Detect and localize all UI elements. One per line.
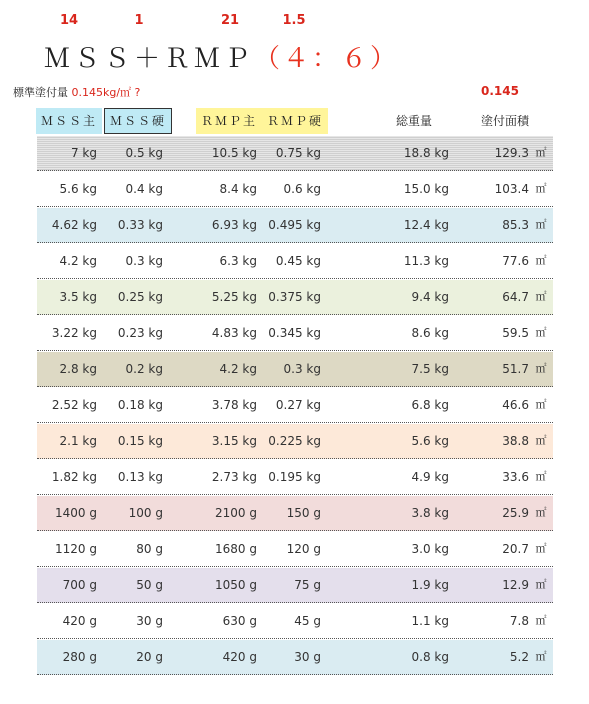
row-area-unit: ㎡ [535,362,547,375]
table-row [37,604,553,639]
row-rmp-hard: 30 g [294,650,321,664]
row-rmp-main: 2100 g [215,506,257,520]
row-coverage-area: 38.8 [502,434,529,448]
row-total-weight: 5.6 kg [411,434,449,448]
row-rmp-main: 3.78 kg [211,398,257,412]
row-mss-hard: 100 g [128,506,163,520]
row-coverage-area: 5.2 [509,650,529,664]
table-row [37,280,553,315]
header-rmp-main: ＲＭＰ主 [196,108,262,134]
row-coverage-area: 7.8 [509,614,529,628]
row-total-weight: 15.0 kg [403,182,449,196]
row-area-unit: ㎡ [535,254,547,267]
row-rmp-hard: 0.375 kg [268,290,321,304]
row-rmp-hard: 0.195 kg [268,470,321,484]
header-coverage-area: 塗付面積 [480,114,529,128]
row-rmp-hard: 120 g [286,542,321,556]
row-mss-hard: 0.25 kg [117,290,163,304]
header-rmp-hard: ＲＭＰ硬 [262,108,328,134]
table-row [37,244,553,279]
row-mss-hard: 30 g [136,614,163,628]
row-mss-main: 2.1 kg [59,434,97,448]
row-area-unit: ㎡ [535,218,547,231]
row-total-weight: 8.6 kg [411,326,449,340]
row-area-unit: ㎡ [535,290,547,303]
row-mss-main: 1.82 kg [51,470,97,484]
row-total-weight: 7.5 kg [411,362,449,376]
row-area-unit: ㎡ [535,542,547,555]
row-rmp-hard: 0.3 kg [283,362,321,376]
row-coverage-area: 20.7 [502,542,529,556]
row-mss-hard: 50 g [136,578,163,592]
row-coverage-area: 12.9 [502,578,529,592]
row-total-weight: 0.8 kg [411,650,449,664]
header-total-weight: 総重量 [395,114,432,128]
row-mss-main: 420 g [62,614,97,628]
row-total-weight: 4.9 kg [411,470,449,484]
row-mss-main: 3.5 kg [59,290,97,304]
row-rmp-main: 8.4 kg [219,182,257,196]
row-total-weight: 12.4 kg [403,218,449,232]
row-mss-main: 5.6 kg [59,182,97,196]
row-mss-main: 2.52 kg [51,398,97,412]
row-area-unit: ㎡ [535,434,547,447]
row-rmp-main: 4.2 kg [219,362,257,376]
standard-amount-label: 標準塗付量 [13,86,68,99]
coverage-rate-value: 0.145 [481,84,519,98]
row-rmp-main: 6.3 kg [219,254,257,268]
table-row [37,172,553,207]
row-rmp-hard: 0.27 kg [275,398,321,412]
table-row [37,496,553,531]
row-rmp-main: 2.73 kg [211,470,257,484]
row-rmp-hard: 0.6 kg [283,182,321,196]
row-mss-main: 3.22 kg [51,326,97,340]
title-ratio: （４：６） [254,44,400,74]
row-rmp-hard: 0.225 kg [268,434,321,448]
row-rmp-main: 420 g [222,650,257,664]
mss-hard-base-number: 1 [134,13,144,28]
standard-amount-value: 0.145kg/㎡ ? [71,86,141,99]
row-rmp-hard: 0.75 kg [275,146,321,160]
row-rmp-main: 1680 g [215,542,257,556]
row-mss-hard: 0.2 kg [125,362,163,376]
row-total-weight: 3.8 kg [411,506,449,520]
row-coverage-area: 103.4 [494,182,529,196]
row-mss-hard: 0.3 kg [125,254,163,268]
row-area-unit: ㎡ [535,506,547,519]
standard-amount [13,84,140,100]
rmp-hard-base-number: 1.5 [282,13,306,28]
row-rmp-main: 6.93 kg [211,218,257,232]
row-area-unit: ㎡ [535,398,547,411]
row-area-unit: ㎡ [535,578,547,591]
row-coverage-area: 33.6 [502,470,529,484]
row-rmp-main: 630 g [222,614,257,628]
row-total-weight: 9.4 kg [411,290,449,304]
row-area-unit: ㎡ [535,326,547,339]
row-area-unit: ㎡ [535,614,547,627]
row-coverage-area: 46.6 [502,398,529,412]
row-area-unit: ㎡ [535,470,547,483]
row-coverage-area: 25.9 [502,506,529,520]
row-total-weight: 3.0 kg [411,542,449,556]
row-coverage-area: 59.5 [502,326,529,340]
row-rmp-hard: 150 g [286,506,321,520]
row-rmp-main: 5.25 kg [211,290,257,304]
row-mss-main: 1120 g [55,542,97,556]
row-rmp-main: 4.83 kg [211,326,257,340]
row-mss-main: 4.62 kg [51,218,97,232]
table-row [37,460,553,495]
row-mss-main: 4.2 kg [59,254,97,268]
table-row [37,532,553,567]
row-total-weight: 11.3 kg [403,254,449,268]
page-title [44,38,399,75]
title-main: ＭＳＳ＋ＲＭＰ [44,44,255,74]
row-rmp-hard: 0.495 kg [268,218,321,232]
row-mss-hard: 0.5 kg [125,146,163,160]
row-mss-main: 1400 g [55,506,97,520]
mss-main-base-number: 14 [59,13,79,28]
row-rmp-hard: 75 g [294,578,321,592]
rmp-main-base-number: 21 [220,13,240,28]
table-row [37,568,553,603]
row-area-unit: ㎡ [535,146,547,159]
row-total-weight: 1.9 kg [411,578,449,592]
table-row [37,352,553,387]
row-area-unit: ㎡ [535,182,547,195]
row-mss-hard: 0.4 kg [125,182,163,196]
table-row [37,208,553,243]
table-row [37,388,553,423]
header-mss-main: ＭＳＳ主 [36,108,102,134]
row-rmp-main: 10.5 kg [211,146,257,160]
row-mss-hard: 20 g [136,650,163,664]
row-rmp-hard: 0.345 kg [268,326,321,340]
row-mss-main: 2.8 kg [59,362,97,376]
row-coverage-area: 51.7 [502,362,529,376]
row-total-weight: 1.1 kg [411,614,449,628]
row-mss-main: 7 kg [70,146,97,160]
row-mss-main: 280 g [62,650,97,664]
row-total-weight: 6.8 kg [411,398,449,412]
row-coverage-area: 85.3 [502,218,529,232]
row-mss-hard: 0.13 kg [117,470,163,484]
row-mss-hard: 0.15 kg [117,434,163,448]
row-mss-hard: 0.33 kg [117,218,163,232]
table-row [37,640,553,675]
row-coverage-area: 129.3 [494,146,529,160]
row-total-weight: 18.8 kg [403,146,449,160]
table-row [37,424,553,459]
row-rmp-hard: 45 g [294,614,321,628]
row-rmp-main: 3.15 kg [211,434,257,448]
table-row [37,316,553,351]
header-mss-hard[interactable]: ＭＳＳ硬 [104,108,172,134]
row-mss-hard: 80 g [136,542,163,556]
row-mss-hard: 0.23 kg [117,326,163,340]
row-rmp-hard: 0.45 kg [275,254,321,268]
row-coverage-area: 64.7 [502,290,529,304]
table-row [37,136,553,171]
row-coverage-area: 77.6 [502,254,529,268]
row-mss-hard: 0.18 kg [117,398,163,412]
row-area-unit: ㎡ [535,650,547,663]
row-mss-main: 700 g [62,578,97,592]
row-rmp-main: 1050 g [215,578,257,592]
